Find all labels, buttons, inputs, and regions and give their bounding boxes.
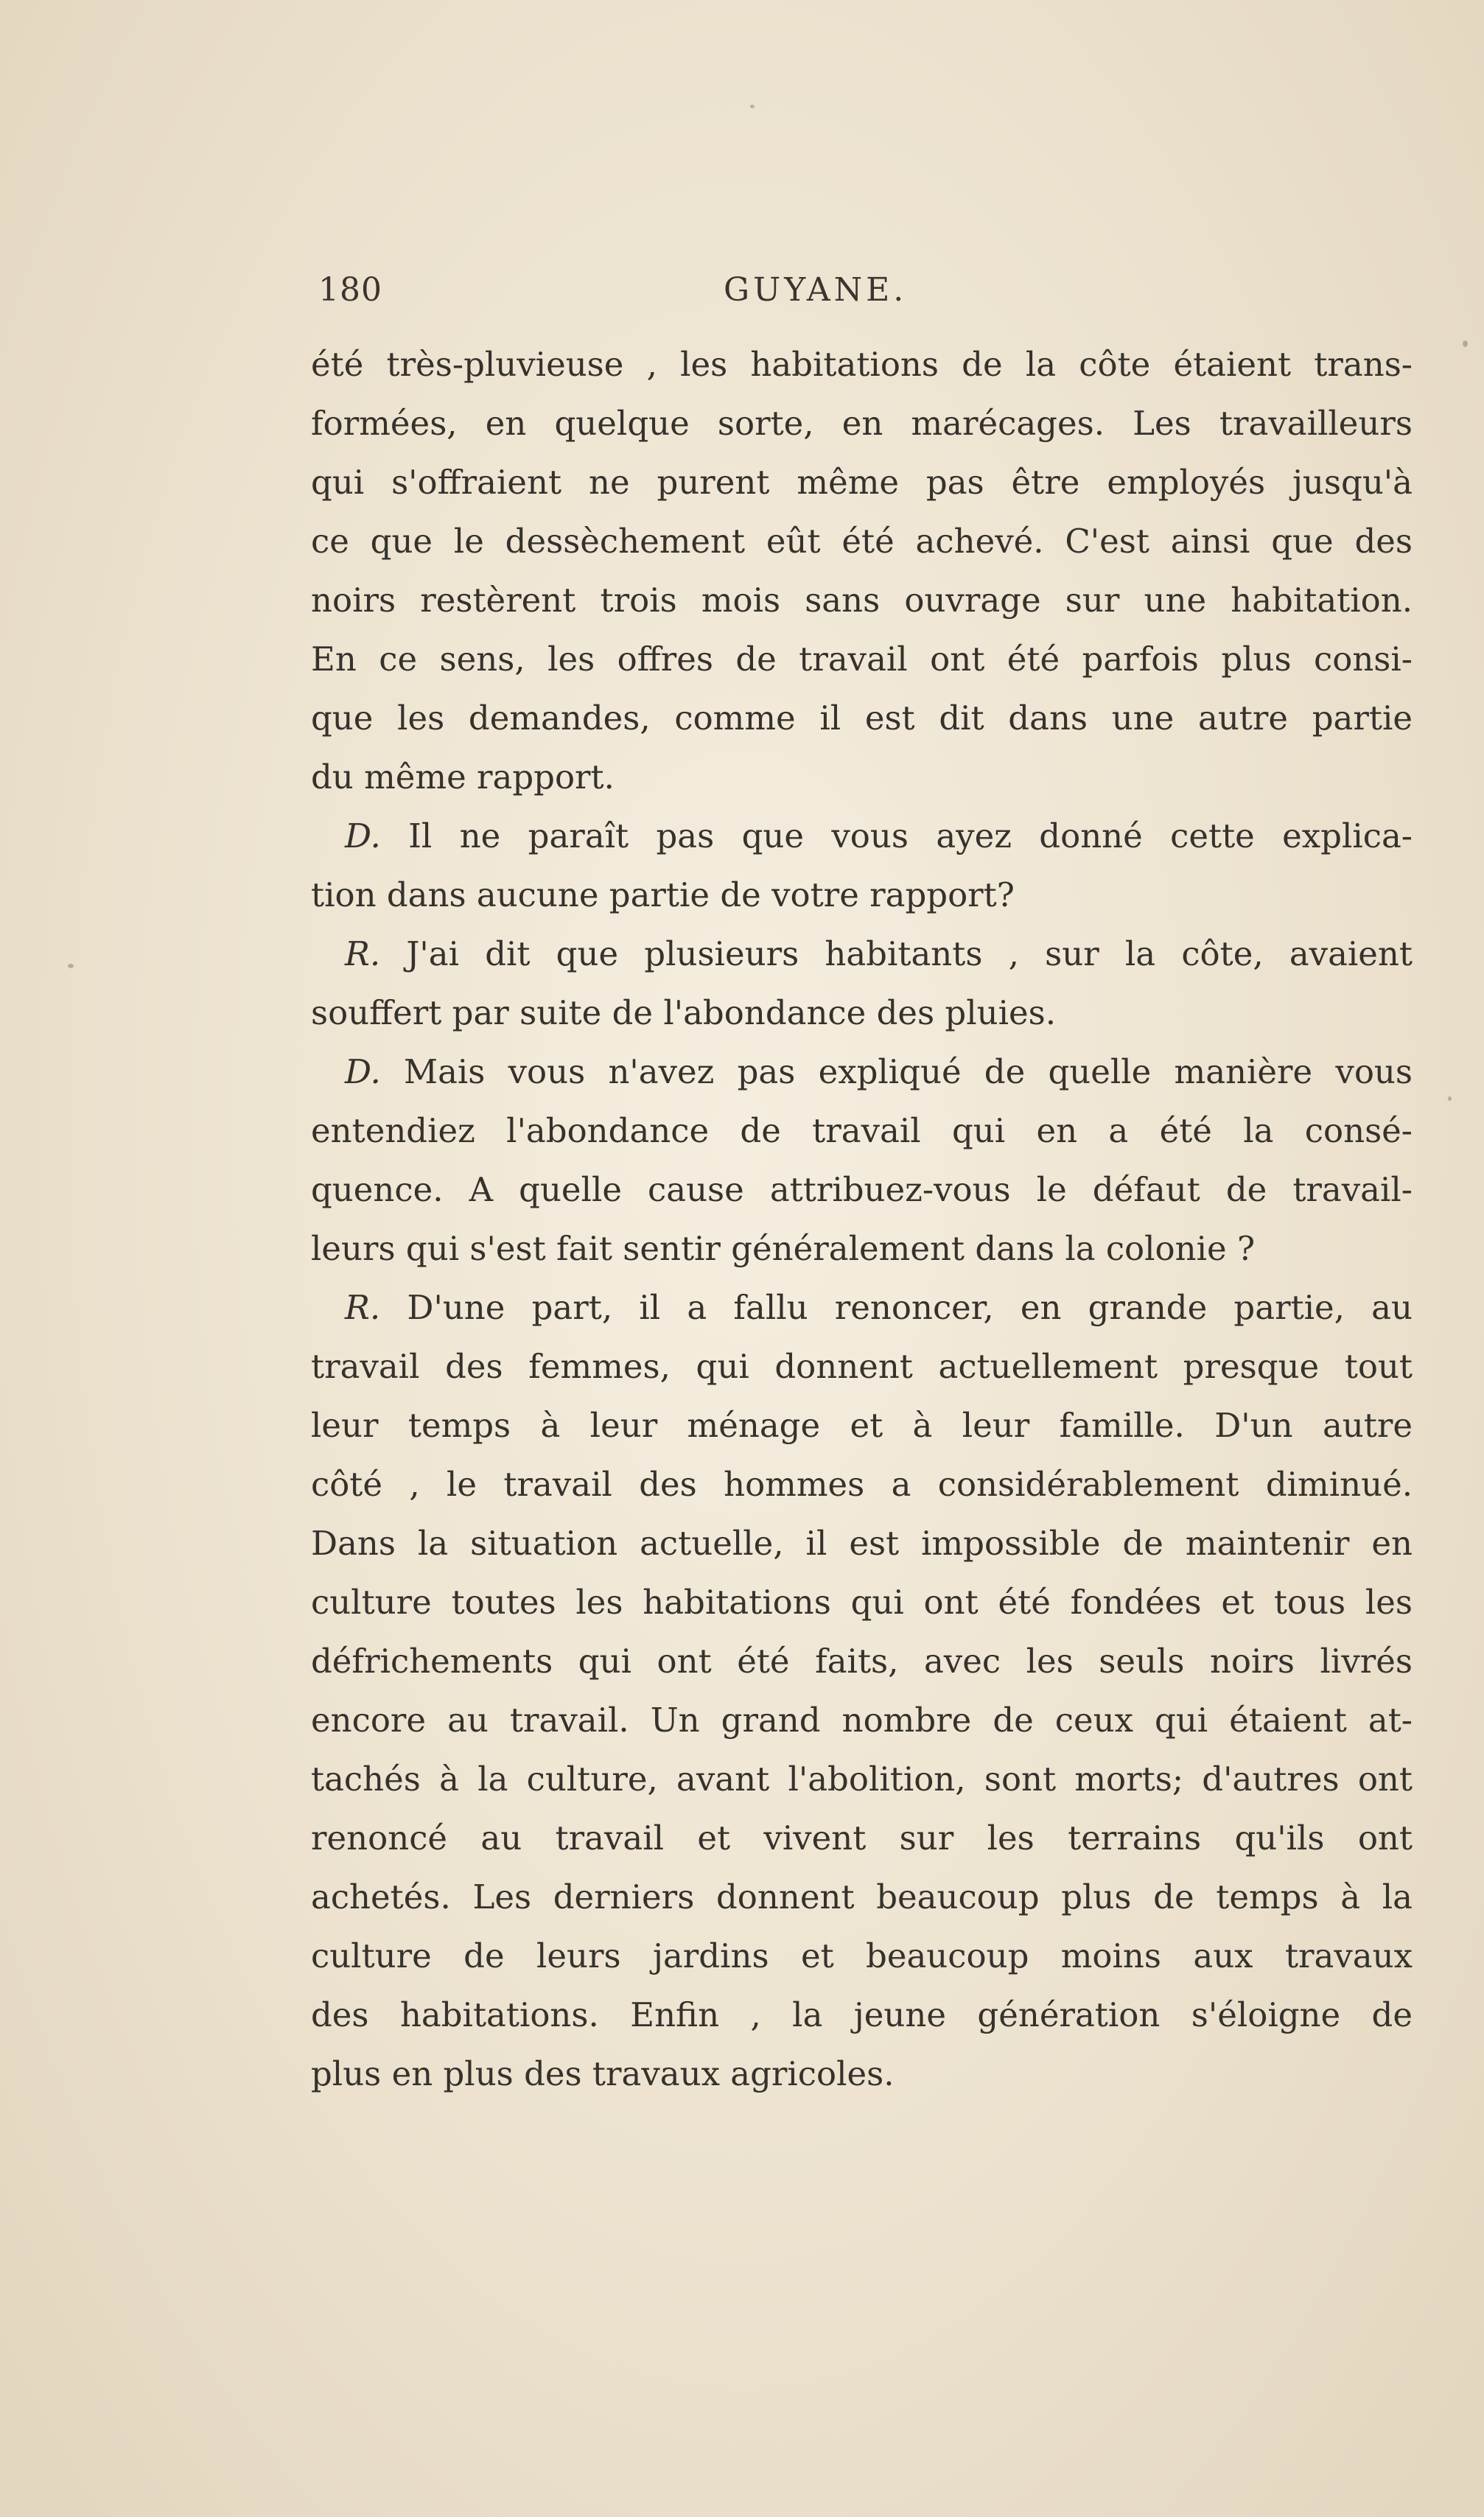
line-text: Mais vous n'avez pas expliqué de quelle manière vous — [380, 1052, 1413, 1091]
text-line — [311, 1927, 1413, 1986]
text-line — [311, 1102, 1413, 1161]
text-line — [311, 984, 1413, 1043]
page-number: 180 — [318, 271, 382, 309]
line-text: formées, en quelque sorte, en marécages. Les travailleurs — [311, 404, 1413, 443]
line-text: noirs restèrent trois mois sans ouvrage sur une habitation. — [311, 581, 1413, 620]
page-header — [318, 271, 952, 323]
body-text — [311, 335, 1413, 2104]
speaker-label: D. — [345, 1052, 381, 1091]
text-line — [311, 630, 1413, 689]
line-text: quence. A quelle cause attribuez-vous le défaut de travail- — [311, 1170, 1413, 1209]
line-text: culture toutes les habitations qui ont été fondées et tous les — [311, 1583, 1413, 1622]
line-text: leur temps à leur ménage et à leur famille. D'un autre — [311, 1406, 1413, 1445]
text-line — [311, 1750, 1413, 1809]
text-line — [311, 2045, 1413, 2104]
text-line — [311, 1986, 1413, 2045]
line-text: D'une part, il a fallu renoncer, en grande partie, au — [380, 1288, 1413, 1327]
text-line — [311, 748, 1413, 807]
text-line — [311, 1278, 1413, 1337]
text-line — [311, 807, 1413, 866]
text-line — [311, 1632, 1413, 1691]
line-text: côté , le travail des hommes a considérablement diminué. — [311, 1465, 1413, 1504]
text-line — [311, 1219, 1413, 1278]
text-line — [311, 1868, 1413, 1927]
line-text: que les demandes, comme il est dit dans une autre partie — [311, 699, 1413, 738]
speaker-label: D. — [345, 816, 381, 855]
text-line — [311, 1455, 1413, 1514]
line-text: Il ne paraît pas que vous ayez donné cette explica- — [380, 816, 1413, 855]
text-line — [311, 571, 1413, 630]
text-line — [311, 925, 1413, 984]
text-line — [311, 1337, 1413, 1396]
text-line — [311, 394, 1413, 453]
text-line — [311, 866, 1413, 925]
line-text: J'ai dit que plusieurs habitants , sur la côte, avaient — [380, 934, 1413, 973]
text-line — [311, 1043, 1413, 1102]
line-text: défrichements qui ont été faits, avec les seuls noirs livrés — [311, 1642, 1413, 1681]
text-line — [311, 689, 1413, 748]
line-text: été très-pluvieuse , les habitations de la côte étaient trans- — [311, 345, 1413, 384]
line-text: encore au travail. Un grand nombre de ceux qui étaient at- — [311, 1701, 1413, 1740]
speaker-label: R. — [345, 1288, 381, 1327]
line-text: souffert par suite de l'abondance des pluies. — [311, 993, 1057, 1032]
line-text: tachés à la culture, avant l'abolition, sont morts; d'autres ont — [311, 1760, 1413, 1799]
running-head: GUYANE. — [724, 271, 908, 309]
line-text: achetés. Les derniers donnent beaucoup plus de temps à la — [311, 1877, 1413, 1916]
line-text: leurs qui s'est fait sentir généralement dans la colonie ? — [311, 1229, 1256, 1268]
line-text: des habitations. Enfin , la jeune génération s'éloigne de — [311, 1995, 1413, 2034]
line-text: entendiez l'abondance de travail qui en a été la consé- — [311, 1111, 1413, 1150]
speaker-label: R. — [345, 934, 381, 973]
text-line — [311, 335, 1413, 394]
text-line — [311, 1691, 1413, 1750]
line-text: du même rapport. — [311, 757, 615, 797]
line-text: ce que le dessèchement eût été achevé. C'est ainsi que des — [311, 522, 1413, 561]
line-text: renoncé au travail et vivent sur les terrains qu'ils ont — [311, 1818, 1413, 1858]
text-line — [311, 1396, 1413, 1455]
text-line — [311, 1573, 1413, 1632]
line-text: tion dans aucune partie de votre rapport? — [311, 875, 1015, 914]
line-text: Dans la situation actuelle, il est impossible de maintenir en — [311, 1524, 1413, 1563]
paper-speck — [1448, 1096, 1452, 1101]
text-line — [311, 1514, 1413, 1573]
line-text: culture de leurs jardins et beaucoup moins aux travaux — [311, 1936, 1413, 1975]
text-line — [311, 512, 1413, 571]
paper-speck — [68, 964, 74, 968]
line-text: plus en plus des travaux agricoles. — [311, 2054, 895, 2093]
paper-speck — [750, 105, 755, 108]
text-line — [311, 1161, 1413, 1219]
paper-speck — [1463, 340, 1468, 347]
text-line — [311, 453, 1413, 512]
line-text: En ce sens, les offres de travail ont été parfois plus consi- — [311, 640, 1413, 679]
line-text: travail des femmes, qui donnent actuellement presque tout — [311, 1347, 1413, 1386]
line-text: qui s'offraient ne purent même pas être employés jusqu'à — [311, 463, 1413, 502]
text-line — [311, 1809, 1413, 1868]
